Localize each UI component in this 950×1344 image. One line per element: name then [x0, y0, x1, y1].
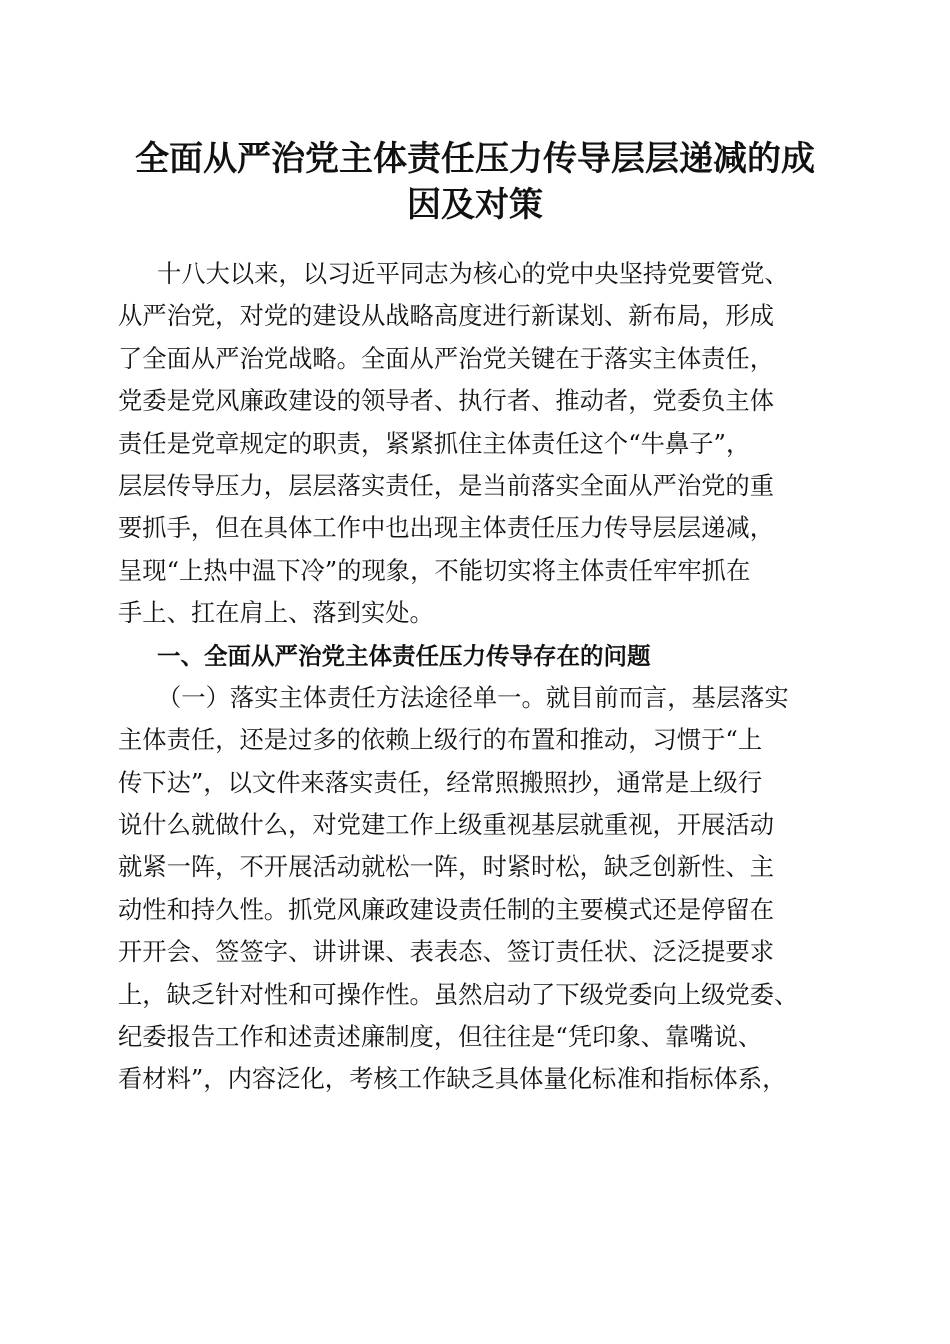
- paragraph-2-line: 看材料”，内容泛化，考核工作缺乏具体量化标准和指标体系，: [118, 1064, 787, 1094]
- paragraph-1-line: 十八大以来，以习近平同志为核心的党中央坚持党要管党、: [157, 259, 789, 288]
- paragraph-1-line: 层层传导压力，层层落实责任，是当前落实全面从严治党的重: [118, 470, 775, 500]
- title-line-1: 全面从严治党主体责任压力传导层层递减的成: [135, 139, 815, 179]
- paragraph-1-line: 党委是党风廉政建设的领导者、执行者、推动者，党委负主体: [118, 386, 775, 416]
- paragraph-2-line: 主体责任，还是过多的依赖上级行的布置和推动，习惯于“上: [118, 725, 763, 755]
- paragraph-2-line: 动性和持久性。抓党风廉政建设责任制的主要模式还是停留在: [118, 894, 775, 924]
- paragraph-2-line: 传下达”，以文件来落实责任，经常照搬照抄，通常是上级行: [118, 767, 763, 797]
- paragraph-1-line: 从严治党，对党的建设从战略高度进行新谋划、新布局，形成: [118, 301, 775, 331]
- title-line-2: 因及对策: [407, 185, 543, 225]
- paragraph-1-line: 手上、扛在肩上、落到实处。: [118, 598, 434, 628]
- document-title: [110, 136, 840, 228]
- paragraph-1-line: 了全面从严治党战略。全面从严治党关键在于落实主体责任，: [118, 343, 775, 373]
- paragraph-1-line: 呈现“上热中温下冷”的现象，不能切实将主体责任牢牢抓在: [118, 555, 751, 585]
- section-1-heading: 一、全面从严治党主体责任压力传导存在的问题: [157, 641, 651, 670]
- paragraph-2-line: 纪委报告工作和述责述廉制度，但往往是“凭印象、靠嘴说、: [118, 1022, 763, 1052]
- paragraph-2-line: 上，缺乏针对性和可操作性。虽然启动了下级党委向上级党委、: [118, 979, 799, 1009]
- paragraph-2-line: 开开会、签签字、讲讲课、表表态、签订责任状、泛泛提要求: [118, 937, 775, 967]
- paragraph-2-line: 说什么就做什么，对党建工作上级重视基层就重视，开展活动: [118, 810, 775, 840]
- paragraph-2-line: 就紧一阵，不开展活动就松一阵，时紧时松，缺乏创新性、主: [118, 852, 775, 882]
- paragraph-1-line: 责任是党章规定的职责，紧紧抓住主体责任这个“牛鼻子”，: [118, 428, 751, 458]
- paragraph-1-line: 要抓手，但在具体工作中也出现主体责任压力传导层层递减，: [118, 513, 775, 543]
- document-body: [118, 253, 838, 1101]
- paragraph-2-line: （一）落实主体责任方法途径单一。就目前而言，基层落实: [157, 682, 789, 712]
